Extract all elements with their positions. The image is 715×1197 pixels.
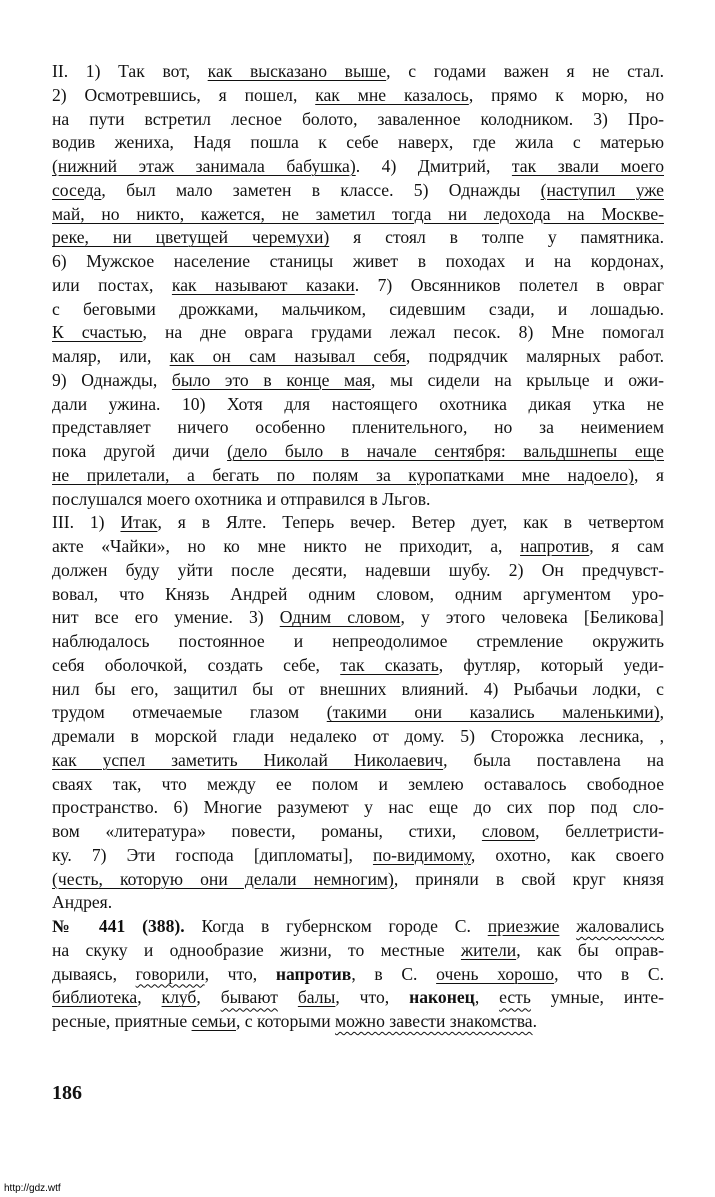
- text-line: [52, 203, 664, 227]
- text-segment: ,: [137, 987, 162, 1008]
- underlined-text: жаловались: [576, 916, 665, 936]
- underlined-text: клуб: [161, 987, 197, 1008]
- underlined-text: К счастью: [52, 322, 143, 343]
- text-segment: , я сам: [589, 536, 664, 556]
- underlined-text: (наступил уже: [540, 179, 664, 200]
- text-body: [52, 60, 664, 1034]
- text-segment: , в С.: [351, 963, 437, 984]
- underlined-text: как успел заметить Николай Николаевич: [52, 749, 444, 770]
- text-segment: вовал, что Князь Андрей одним словом, одним аргументом уро-: [52, 583, 664, 604]
- text-line: [52, 179, 664, 203]
- underlined-text: напротив: [520, 536, 590, 556]
- text-segment: Когда в губернском городе С.: [184, 916, 488, 936]
- underlined-text: не прилетали, а бегать по полям за куропатками мне надоело): [52, 464, 634, 485]
- text-segment: пространство. 6) Многие разумеют у нас еще до сих пор под сло-: [52, 797, 664, 818]
- underlined-text: (нижний этаж занимала бабушка): [52, 156, 356, 176]
- text-segment: маляр, или,: [52, 346, 170, 366]
- text-line: [52, 369, 664, 393]
- text-segment: я стоял в толпе у памятника.: [329, 227, 665, 248]
- text-line: [52, 60, 664, 84]
- text-segment: послушался моего охотника и отправился в Льгов.: [52, 488, 431, 509]
- text-line: [52, 891, 664, 915]
- text-line: [52, 559, 664, 583]
- underlined-text: бывают: [220, 987, 278, 1008]
- bold-text: наконец: [409, 987, 475, 1008]
- text-line: [52, 630, 664, 654]
- text-line: [52, 701, 664, 725]
- underlined-text: так сказать: [340, 654, 439, 675]
- underlined-text: май, но никто, кажется, не заметил тогда ни ледохода на Москве-: [52, 203, 664, 224]
- text-line: [52, 749, 664, 773]
- text-segment: , я в Ялте. Теперь вечер. Ветер дует, как в четвертом: [157, 512, 664, 533]
- text-segment: ,: [474, 987, 500, 1008]
- watermark-link[interactable]: http://gdz.wtf: [4, 1183, 61, 1194]
- bold-text: № 441 (388).: [52, 916, 185, 936]
- text-segment: III. 1): [52, 512, 121, 533]
- underlined-text: реке, ни цветущей черемухи): [52, 227, 330, 248]
- text-line: [52, 440, 664, 464]
- text-segment: , была поставлена на: [443, 749, 664, 770]
- text-segment: дываясь,: [52, 963, 136, 984]
- text-line: [52, 345, 664, 369]
- text-line: [52, 511, 664, 535]
- underlined-text: балы: [297, 987, 336, 1008]
- underlined-text: как называют казаки: [171, 274, 355, 295]
- text-line: [52, 654, 664, 678]
- text-segment: ку. 7) Эти господа [дипломаты],: [52, 844, 373, 865]
- underlined-text: есть: [499, 987, 531, 1008]
- text-segment: , беллетристи-: [535, 821, 664, 841]
- underlined-text: так звали моего: [511, 156, 664, 176]
- text-segment: [278, 987, 298, 1007]
- text-segment: 9) Однажды,: [52, 369, 172, 390]
- text-segment: ,: [196, 987, 221, 1008]
- text-line: [52, 131, 664, 155]
- text-line: [52, 108, 664, 132]
- text-line: [52, 84, 664, 108]
- text-line: [52, 416, 664, 440]
- underlined-text: по-видимому: [372, 844, 471, 865]
- text-line: [52, 274, 664, 298]
- text-line: [52, 820, 664, 844]
- text-segment: .: [532, 1011, 538, 1031]
- text-segment: трудом отмечаемые глазом: [52, 702, 327, 723]
- text-line: [52, 298, 664, 322]
- text-segment: наблюдалось постоянное и непреодолимое стремление окружить: [52, 631, 664, 651]
- text-segment: себя оболочкой, создать себе,: [52, 654, 341, 675]
- text-segment: дали ужина. 10) Хотя для настоящего охотника дикая утка не: [52, 393, 664, 414]
- text-line: [52, 606, 664, 630]
- text-segment: вом «литература» повести, романы, стихи,: [52, 821, 482, 841]
- text-segment: , с годами важен я не стал.: [386, 61, 665, 81]
- underlined-text: как он сам называл себя: [169, 346, 406, 366]
- text-segment: , футляр, который уеди-: [438, 654, 664, 675]
- text-line: [52, 226, 664, 250]
- text-line: [52, 725, 664, 749]
- text-line: [52, 155, 664, 179]
- text-line: [52, 321, 664, 345]
- text-line: [52, 939, 664, 963]
- underlined-text: словом: [481, 821, 536, 841]
- text-segment: , что,: [335, 987, 410, 1008]
- underlined-text: очень хорошо: [436, 963, 555, 984]
- text-line: [52, 464, 664, 488]
- text-segment: , с которыми: [235, 1011, 336, 1031]
- text-segment: , приняли в свой круг князя: [393, 868, 664, 889]
- text-segment: на пути встретил лесное болото, заваленное колодником. 3) Про-: [52, 108, 664, 129]
- text-segment: дремали в морской глади недалеко от дому. 5) Сторожка лесника, ,: [52, 726, 664, 746]
- text-line: [52, 844, 664, 868]
- text-segment: ресные, приятные: [52, 1011, 192, 1031]
- text-segment: нил бы его, защитил бы от внешних влияний. 4) Рыбачьи лодки, с: [52, 678, 664, 699]
- underlined-text: Итак: [120, 512, 158, 533]
- text-segment: водив жениха, Надя пошла к себе наверх, где жила с матерью: [52, 132, 664, 153]
- underlined-text: Одним словом: [279, 607, 401, 628]
- text-segment: , что,: [204, 963, 276, 984]
- underlined-text: (честь, которую они делали немногим): [52, 868, 394, 889]
- underlined-text: (такими они казались маленькими): [326, 702, 660, 723]
- text-line: [52, 583, 664, 607]
- underlined-text: (дело было в начале сентября: вальдшнепы еще: [227, 441, 664, 461]
- text-line: [52, 915, 664, 939]
- text-segment: 6) Мужское население станицы живет в походах и на кордонах,: [52, 251, 664, 271]
- underlined-text: можно завести знакомства: [335, 1011, 533, 1031]
- underlined-text: было это в конце мая: [171, 369, 371, 390]
- text-line: [52, 393, 664, 417]
- underlined-text: семьи: [191, 1011, 236, 1031]
- underlined-text: жители: [460, 939, 517, 960]
- text-line: [52, 773, 664, 797]
- text-segment: , мы сидели на крыльце и ожи-: [370, 369, 664, 390]
- text-segment: должен буду уйти после десяти, надевши шубу. 2) Он предчувст-: [52, 559, 664, 580]
- text-line: [52, 250, 664, 274]
- text-segment: нит все его умение. 3): [52, 607, 280, 628]
- text-line: [52, 986, 664, 1010]
- text-segment: с беговыми дрожками, мальчиком, сидевшим сзади, и лошадью.: [52, 298, 664, 319]
- text-segment: , я: [633, 464, 665, 485]
- text-line: [52, 963, 664, 987]
- text-segment: Андрея.: [52, 892, 113, 913]
- text-line: [52, 678, 664, 702]
- text-segment: II. 1) Так вот,: [52, 61, 208, 81]
- text-segment: умные, инте-: [530, 987, 665, 1008]
- text-segment: , был мало заметен в классе. 5) Однажды: [101, 179, 541, 200]
- text-segment: , на дне оврага грудами лежал песок. 8) Мне помогал: [142, 322, 664, 343]
- text-segment: или постах,: [52, 274, 172, 295]
- text-segment: , подрядчик малярных работ.: [405, 346, 664, 366]
- text-line: [52, 488, 664, 512]
- text-line: [52, 796, 664, 820]
- text-segment: . 4) Дмитрий,: [355, 156, 512, 176]
- text-segment: на скуку и однообразие жизни, то местные: [52, 939, 461, 960]
- text-segment: 2) Осмотревшись, я пошел,: [52, 84, 316, 105]
- text-segment: , охотно, как своего: [470, 844, 664, 865]
- text-segment: пока другой дичи: [52, 441, 228, 461]
- text-segment: акте «Чайки», но ко мне никто не приходит, а,: [52, 536, 521, 556]
- text-segment: . 7) Овсянников полетел в овраг: [354, 274, 665, 295]
- text-segment: представляет ничего особенно пленительного, но за неимением: [52, 417, 664, 438]
- underlined-text: приезжие: [487, 916, 560, 936]
- text-segment: , у этого человека [Беликова]: [400, 607, 664, 628]
- bold-text: напротив: [275, 963, 352, 984]
- underlined-text: говорили: [135, 963, 205, 984]
- text-segment: [559, 916, 576, 936]
- underlined-text: соседа: [52, 179, 102, 200]
- underlined-text: как высказано выше: [207, 61, 387, 81]
- text-segment: , как бы оправ-: [516, 939, 664, 960]
- text-line: [52, 868, 664, 892]
- underlined-text: библиотека: [52, 987, 138, 1008]
- text-segment: сваях так, что между ее полом и землею оставалось свободное: [52, 773, 664, 794]
- underlined-text: как мне казалось: [315, 84, 469, 105]
- text-segment: ,: [659, 702, 664, 723]
- text-line: [52, 1010, 664, 1034]
- text-line: [52, 535, 664, 559]
- page-number: 186: [52, 1082, 82, 1104]
- text-segment: , прямо к морю, но: [468, 84, 664, 105]
- text-segment: , что в С.: [554, 963, 664, 984]
